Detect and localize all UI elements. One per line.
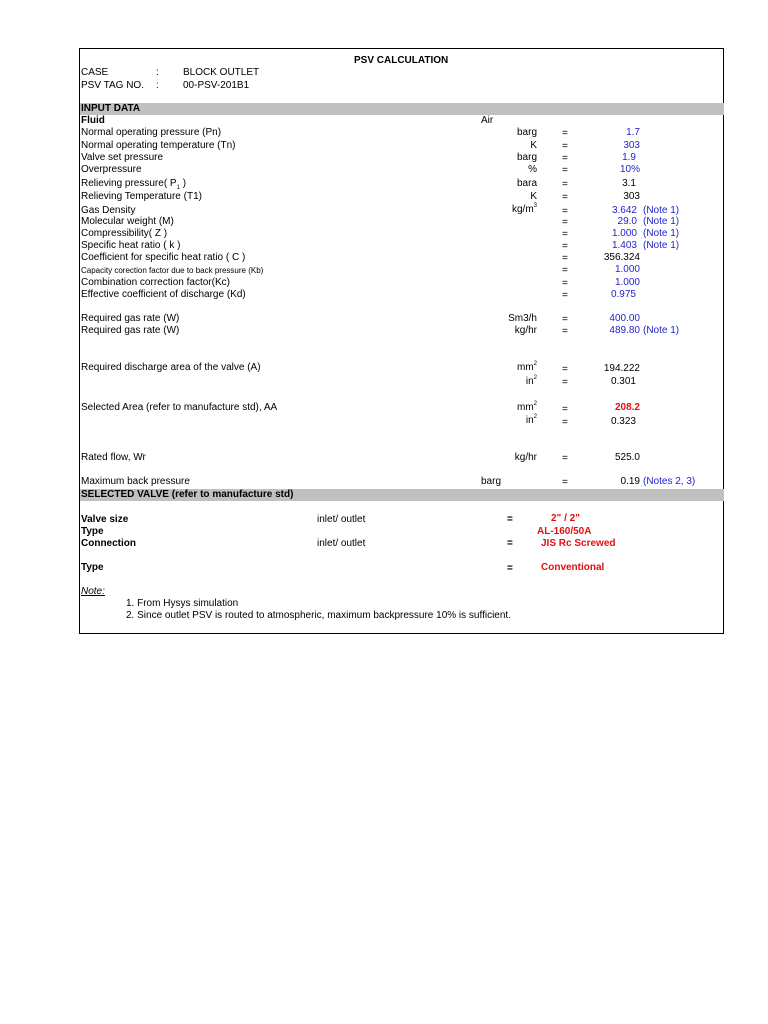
required-area-equals-mm: =: [562, 364, 568, 375]
coefficient-c-label: Coefficient for specific heat ratio ( C ): [81, 252, 246, 263]
connection-sub: inlet/ outlet: [317, 538, 366, 549]
compressibility-note: (Note 1): [643, 228, 680, 239]
kc-label: Combination correction factor(Kc): [81, 277, 230, 288]
selected-area-unit-mm: $mm^2$: [516, 401, 537, 413]
gas-rate-sm3h-label: Required gas rate (W): [81, 313, 180, 324]
required-area-value-in: 0.301: [610, 376, 636, 387]
required-area-value-mm: 194.222: [603, 363, 640, 374]
gas-density-equals: =: [562, 206, 568, 217]
heat-ratio-note: (Note 1): [643, 240, 680, 251]
set-pressure-unit: barg: [516, 152, 537, 163]
valve-type2-equals: =: [507, 563, 513, 574]
case-label: CASE: [81, 67, 109, 78]
note-2: 2. Since outlet PSV is routed to atmospheric, maximum backpressure 10% is sufficient.: [126, 610, 511, 621]
rated-flow-equals: =: [562, 453, 568, 464]
gas-rate-sm3h-equals: =: [562, 314, 568, 325]
gas-density-value: 3.642: [611, 205, 637, 216]
pn-equals: =: [562, 128, 568, 139]
valve-size-value: 2" / 2": [551, 513, 580, 524]
pn-value: 1.7: [626, 127, 640, 138]
compressibility-equals: =: [562, 229, 568, 240]
rated-flow-label: Rated flow, Wr: [81, 452, 146, 463]
fluid-value: Air: [481, 115, 494, 126]
relieving-temperature-unit: K: [530, 191, 537, 202]
molecular-weight-note: (Note 1): [643, 216, 680, 227]
molecular-weight-label: Molecular weight (M): [81, 216, 174, 227]
overpressure-unit: %: [528, 164, 537, 175]
gas-rate-kghr-note: (Note 1): [643, 325, 680, 336]
connection-label: Connection: [81, 538, 136, 549]
gas-rate-kghr-equals: =: [562, 326, 568, 337]
kc-equals: =: [562, 278, 568, 289]
selected-area-label: Selected Area (refer to manufacture std), AA: [81, 402, 278, 413]
note-heading: Note:: [81, 586, 105, 597]
selected-area-unit-in: $in^2$: [525, 414, 537, 426]
required-area-unit-mm: $mm^2$: [516, 361, 537, 373]
required-area-unit-in: $in^2$: [525, 375, 537, 387]
back-pressure-unit: barg: [481, 476, 502, 487]
case-colon: :: [156, 67, 159, 78]
selected-area-value-in: 0.323: [610, 416, 636, 427]
compressibility-value: 1.000: [611, 228, 637, 239]
kd-label: Effective coefficient of discharge (Kd): [81, 289, 246, 300]
back-pressure-note: (Notes 2, 3): [643, 476, 696, 487]
gas-density-label: Gas Density: [81, 205, 136, 216]
gas-rate-kghr-value: 489.80: [609, 325, 640, 336]
input-data-heading: INPUT DATA: [81, 103, 141, 114]
heat-ratio-value: 1.403: [611, 240, 637, 251]
connection-equals: =: [507, 538, 513, 549]
required-area-equals-in: =: [562, 377, 568, 388]
kb-value: 1.000: [614, 264, 640, 275]
back-pressure-label: Maximum back pressure: [81, 476, 190, 487]
tag-colon: :: [156, 80, 159, 91]
selected-area-value-mm: 208.2: [614, 402, 640, 413]
note-1: 1. From Hysys simulation: [126, 598, 239, 609]
kd-equals: =: [562, 290, 568, 301]
overpressure-label: Overpressure: [81, 164, 142, 175]
pn-label: Normal operating pressure (Pn): [81, 127, 222, 138]
required-area-label: Required discharge area of the valve (A): [81, 362, 261, 373]
valve-size-label: Valve size: [81, 514, 129, 525]
relieving-pressure-equals: =: [562, 179, 568, 190]
gas-density-note: (Note 1): [643, 205, 680, 216]
valve-type-label: Type: [81, 526, 104, 537]
set-pressure-value: 1.9: [622, 152, 636, 163]
selected-area-equals-in: =: [562, 417, 568, 428]
overpressure-equals: =: [562, 165, 568, 176]
valve-size-equals: =: [507, 514, 513, 525]
relieving-temperature-value: 303: [623, 191, 640, 202]
tn-value: 303: [623, 140, 640, 151]
kd-value: 0.975: [610, 289, 636, 300]
relieving-pressure-label: Relieving pressure( $P_1$ ): [81, 178, 187, 191]
selected-valve-heading: SELECTED VALVE (refer to manufacture std): [81, 489, 294, 500]
page-title: PSV CALCULATION: [354, 55, 449, 66]
tn-label: Normal operating temperature (Tn): [81, 140, 236, 151]
relieving-pressure-unit: bara: [516, 178, 537, 189]
relieving-temperature-equals: =: [562, 192, 568, 203]
molecular-weight-value: 29.0: [617, 216, 637, 227]
back-pressure-equals: =: [562, 477, 568, 488]
rated-flow-value: 525.0: [614, 452, 640, 463]
gas-rate-kghr-unit: kg/hr: [514, 325, 537, 336]
tag-label: PSV TAG NO.: [81, 80, 144, 91]
back-pressure-value: 0.19: [620, 476, 640, 487]
connection-value: JIS Rc Screwed: [541, 538, 616, 549]
gas-rate-kghr-label: Required gas rate (W): [81, 325, 180, 336]
coefficient-c-value: 356.324: [603, 252, 640, 263]
tn-unit: K: [530, 140, 537, 151]
valve-size-sub: inlet/ outlet: [317, 514, 366, 525]
tn-equals: =: [562, 141, 568, 152]
heat-ratio-label: Specific heat ratio ( k ): [81, 240, 181, 251]
pn-unit: barg: [516, 127, 537, 138]
heat-ratio-equals: =: [562, 241, 568, 252]
compressibility-label: Compressibility( Z ): [81, 228, 168, 239]
tag-value: 00-PSV-201B1: [183, 80, 250, 91]
relieving-pressure-value: 3.1: [622, 178, 636, 189]
fluid-label: Fluid: [81, 115, 105, 126]
overpressure-value: 10%: [619, 164, 640, 175]
valve-type2-label: Type: [81, 562, 104, 573]
set-pressure-label: Valve set pressure: [81, 152, 164, 163]
relieving-temperature-label: Relieving Temperature (T1): [81, 191, 202, 202]
case-value: BLOCK OUTLET: [183, 67, 260, 78]
kc-value: 1.000: [614, 277, 640, 288]
coefficient-c-equals: =: [562, 253, 568, 264]
set-pressure-equals: =: [562, 153, 568, 164]
kb-label: Capacity corection factor due to back pressure (Kb): [81, 266, 264, 275]
valve-type-value: AL-160/50A: [537, 526, 592, 537]
gas-rate-sm3h-value: 400.00: [609, 313, 640, 324]
selected-area-equals-mm: =: [562, 404, 568, 415]
input-data-band: [80, 103, 724, 115]
kb-equals: =: [562, 265, 568, 276]
molecular-weight-equals: =: [562, 217, 568, 228]
gas-density-unit: $kg/m^3$: [511, 203, 537, 215]
valve-type2-value: Conventional: [541, 562, 605, 573]
gas-rate-sm3h-unit: Sm3/h: [508, 313, 537, 324]
rated-flow-unit: kg/hr: [514, 452, 537, 463]
